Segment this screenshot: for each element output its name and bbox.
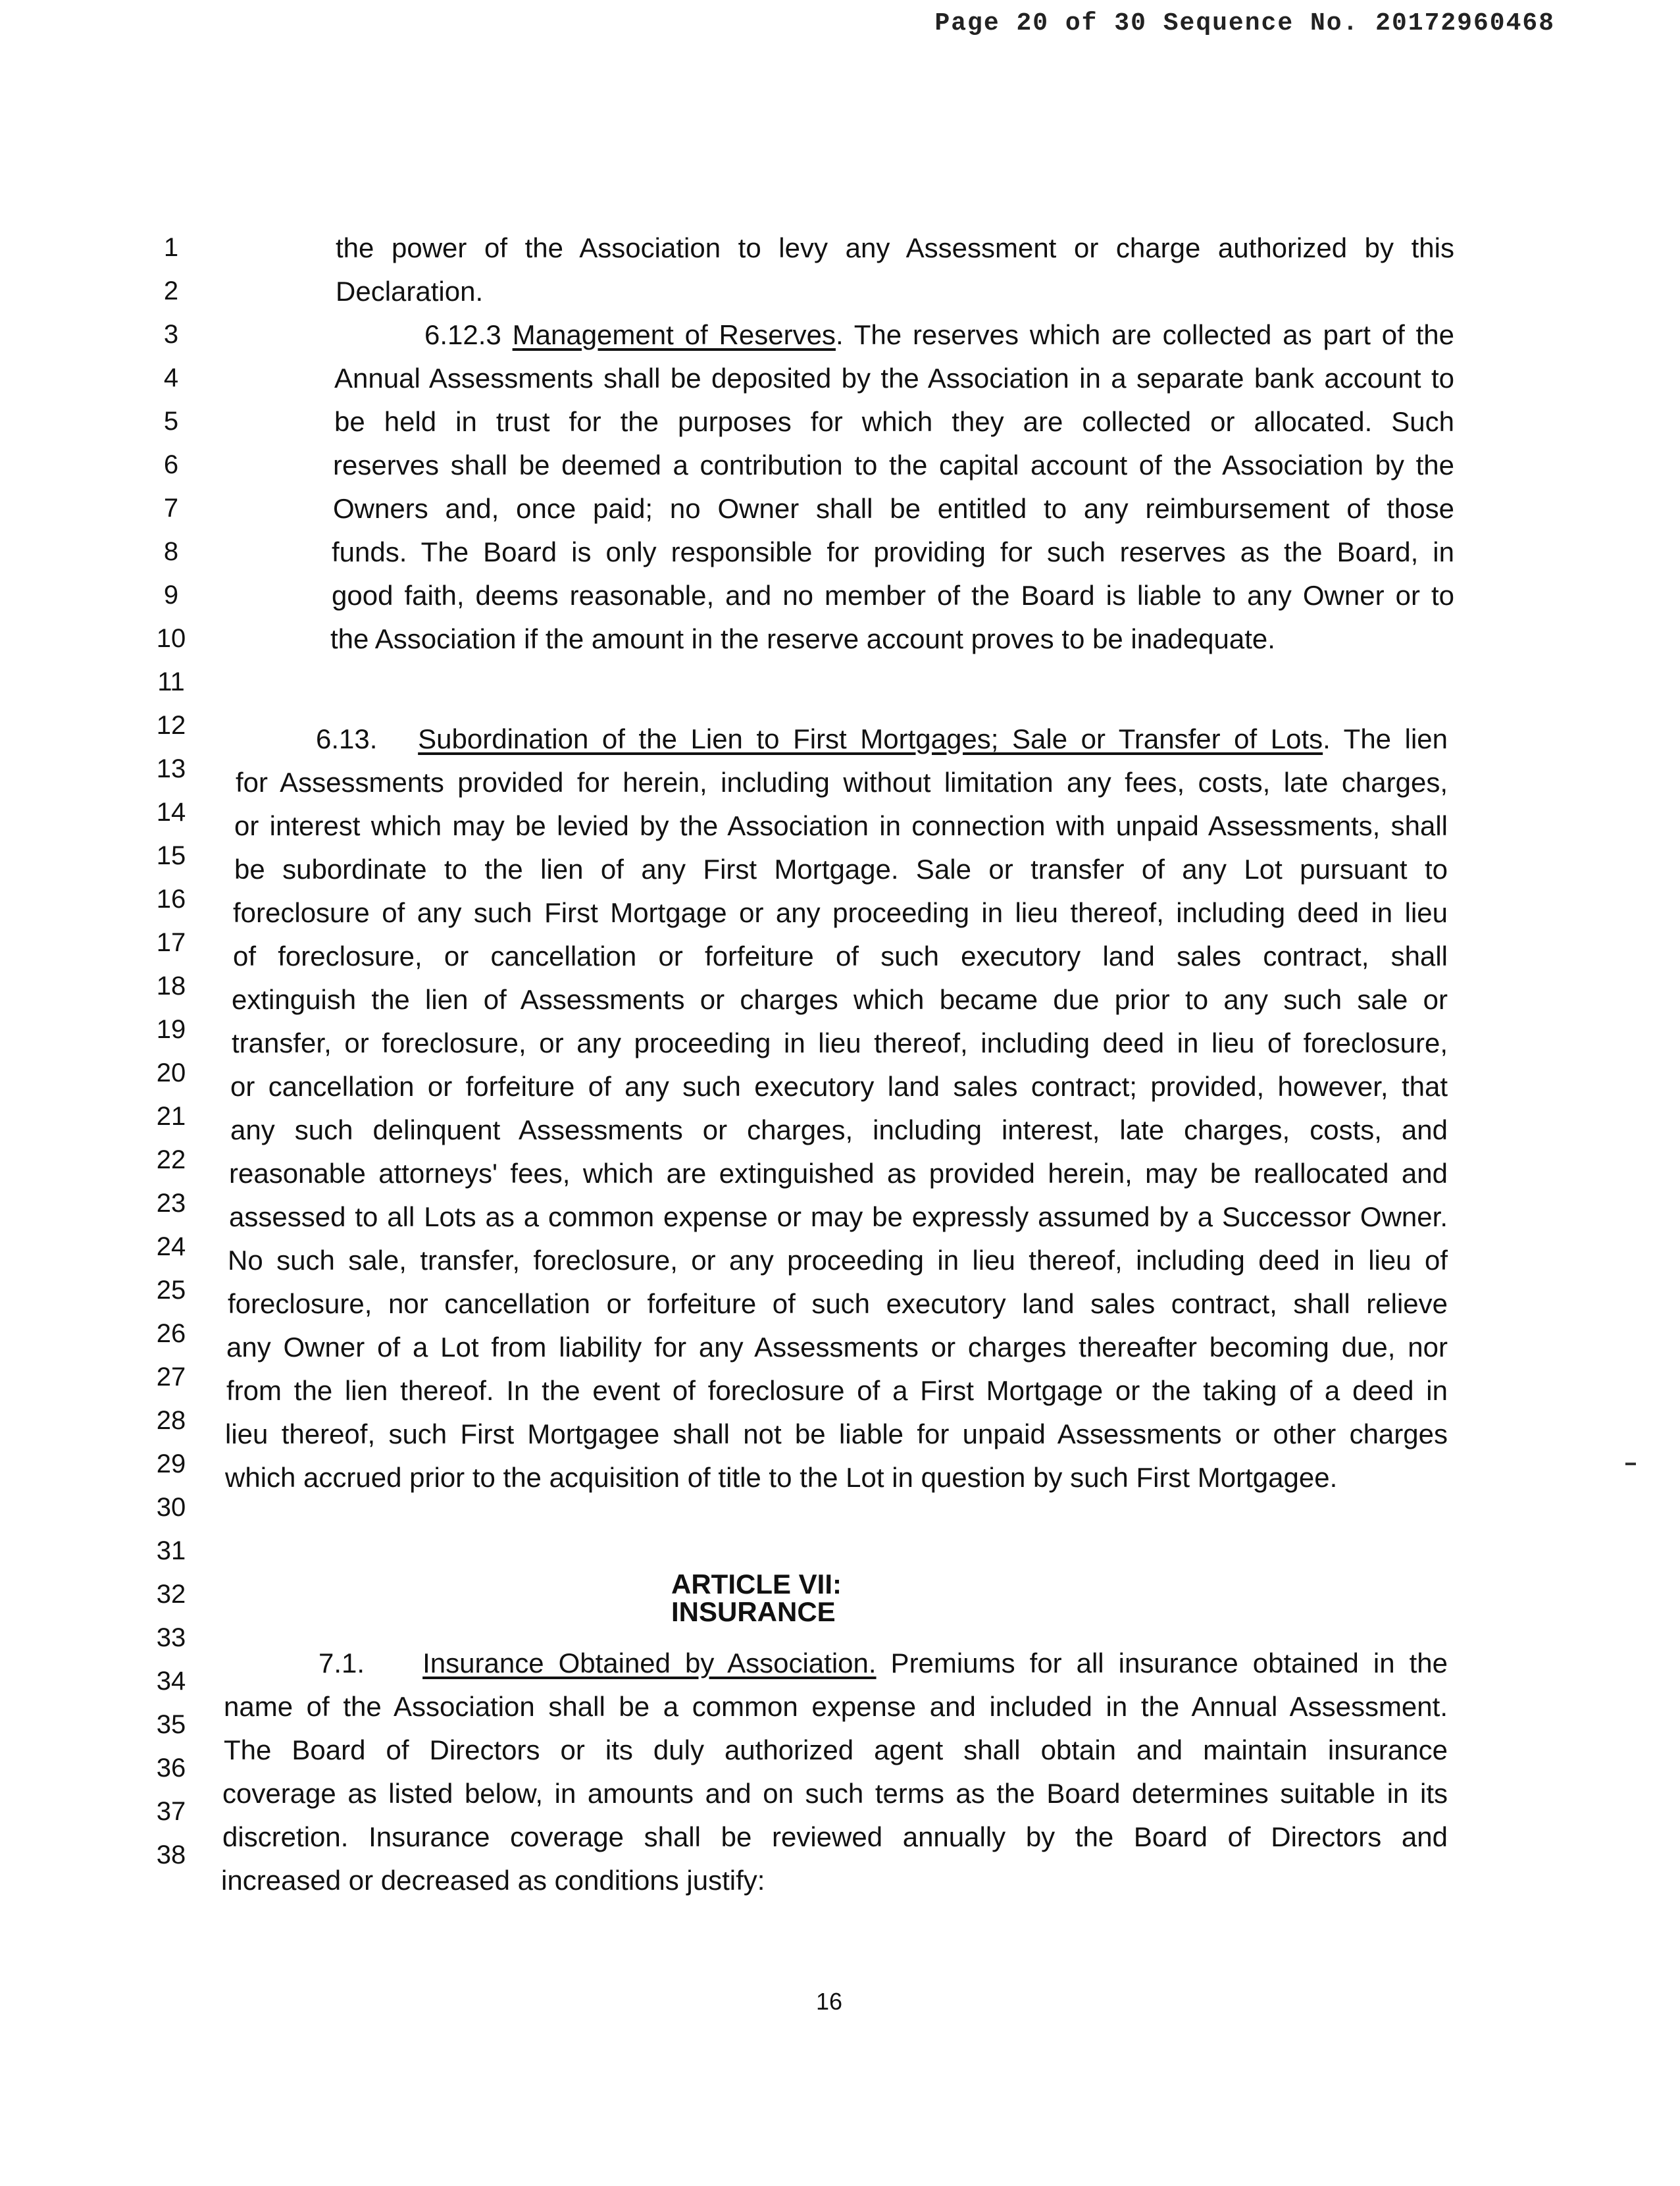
text-line: discretion. Insurance coverage shall be reviewed annually by the Board of Directors and (222, 1821, 1448, 1852)
text-line: which accrued prior to the acquisition of title to the Lot in question by such First Mortgagee. (225, 1462, 1338, 1493)
section-title: Insurance Obtained by Association. (422, 1648, 877, 1679)
line-number: 18 (156, 972, 186, 1001)
line-number: 10 (156, 624, 186, 653)
page-number: 16 (815, 1988, 843, 2015)
line-number: 31 (156, 1536, 186, 1565)
line-number: 12 (156, 711, 186, 740)
line-number: 22 (156, 1145, 186, 1174)
line-number: 24 (156, 1232, 186, 1261)
line-number: 20 (156, 1058, 186, 1087)
text-line: Owners and, once paid; no Owner shall be entitled to any reimbursement of those (333, 493, 1454, 524)
text-line: assessed to all Lots as a common expense or may be expressly assumed by a Successor Owner. (229, 1201, 1448, 1232)
text-line: increased or decreased as conditions justify: (221, 1865, 765, 1896)
text-line: No such sale, transfer, foreclosure, or any proceeding in lieu thereof, including deed in lieu of (228, 1245, 1448, 1276)
text-run: . The reserves which are collected as part of the (835, 319, 1454, 350)
line-number: 36 (156, 1754, 186, 1783)
text-line: or cancellation or forfeiture of any such executory land sales contract; provided, however, that (230, 1071, 1448, 1102)
text-line: transfer, or foreclosure, or any proceeding in lieu thereof, including deed in lieu of foreclosure, (232, 1028, 1448, 1058)
text-line: The Board of Directors or its duly authorized agent shall obtain and maintain insurance (224, 1734, 1448, 1765)
text-line: be held in trust for the purposes for which they are collected or allocated. Such (334, 406, 1454, 437)
line-number: 19 (156, 1015, 186, 1044)
line-number: 2 (163, 276, 179, 305)
section-number: 7.1. (318, 1648, 365, 1679)
line-number: 35 (156, 1710, 186, 1739)
section-heading-line (318, 1650, 1448, 1677)
line-number: 3 (163, 320, 179, 349)
text-line: be subordinate to the lien of any First Mortgage. Sale or transfer of any Lot pursuant to (234, 854, 1448, 885)
text-line: or interest which may be levied by the Association in connection with unpaid Assessments, shall (234, 810, 1448, 841)
line-number: 37 (156, 1797, 186, 1826)
line-number: 34 (156, 1667, 186, 1696)
text-line: from the lien thereof. In the event of foreclosure of a First Mortgage or the taking of a deed in (226, 1375, 1448, 1406)
text-line: coverage as listed below, in amounts and on such terms as the Board determines suitable in its (222, 1778, 1448, 1809)
text-line: of foreclosure, or cancellation or forfeiture of such executory land sales contract, shall (233, 941, 1448, 972)
line-number: 32 (156, 1580, 186, 1609)
line-number: 38 (156, 1840, 186, 1869)
line-number: 16 (156, 885, 186, 914)
line-number: 5 (163, 407, 179, 436)
line-number: 28 (156, 1406, 186, 1435)
text-line: any Owner of a Lot from liability for any Assessments or charges thereafter becoming due, nor (226, 1332, 1448, 1363)
article-heading: ARTICLE VII: INSURANCE (671, 1569, 842, 1627)
line-number: 7 (163, 494, 179, 523)
text-line: foreclosure of any such First Mortgage or any proceeding in lieu thereof, including deed in lieu (233, 897, 1448, 928)
line-number: 8 (163, 537, 179, 566)
line-number: 4 (163, 363, 179, 392)
text-line: reasonable attorneys' fees, which are extinguished as provided herein, may be reallocated and (229, 1158, 1448, 1189)
line-number: 6 (163, 450, 179, 479)
text-line: reserves shall be deemed a contribution to the capital account of the Association by the (333, 450, 1454, 481)
text-line: Declaration. (336, 276, 484, 307)
text-line: the power of the Association to levy any Assessment or charge authorized by this (336, 232, 1454, 263)
text-line: name of the Association shall be a common expense and included in the Annual Assessment. (224, 1691, 1448, 1722)
line-number: 25 (156, 1276, 186, 1305)
line-number: 1 (163, 233, 179, 262)
text-line: the Association if the amount in the reserve account proves to be inadequate. (330, 623, 1275, 654)
section-title: Subordination of the Lien to First Mortgages; Sale or Transfer of Lots (418, 723, 1323, 754)
line-number: 15 (156, 841, 186, 870)
text-run: Premiums for all insurance obtained in the (876, 1648, 1448, 1679)
line-number: 17 (156, 928, 186, 957)
text-line: for Assessments provided for herein, including without limitation any fees, costs, late charges, (236, 767, 1448, 798)
line-number: 23 (156, 1189, 186, 1218)
line-number: 26 (156, 1319, 186, 1348)
text-line: Annual Assessments shall be deposited by the Association in a separate bank account to (334, 363, 1454, 394)
section-number: 6.12.3 (424, 319, 501, 350)
line-number: 11 (157, 667, 185, 696)
line-number: 33 (156, 1623, 186, 1652)
text-line: foreclosure, nor cancellation or forfeiture of such executory land sales contract, shall relieve (228, 1288, 1448, 1319)
section-title: Management of Reserves (512, 319, 836, 350)
text-line: good faith, deems reasonable, and no member of the Board is liable to any Owner or to (332, 580, 1454, 611)
line-number: 21 (156, 1102, 186, 1131)
line-number: 13 (156, 754, 186, 783)
text-line: lieu thereof, such First Mortgagee shall not be liable for unpaid Assessments or other charges (225, 1418, 1448, 1449)
line-number: 29 (156, 1449, 186, 1478)
line-number: 14 (156, 798, 186, 827)
text-run: . The lien (1323, 723, 1448, 754)
page-header-sequence: Page 20 of 30 Sequence No. 20172960468 (934, 9, 1555, 38)
line-number: 27 (156, 1363, 186, 1392)
scan-mark (1625, 1463, 1636, 1465)
line-number: 9 (163, 581, 179, 610)
section-heading-line (316, 725, 1448, 753)
section-number: 6.13. (316, 723, 378, 754)
text-line: funds. The Board is only responsible for providing for such reserves as the Board, in (332, 536, 1454, 567)
line-number: 30 (156, 1493, 186, 1522)
section-heading-line (424, 321, 1454, 349)
text-line: extinguish the lien of Assessments or charges which became due prior to any such sale or (232, 984, 1448, 1015)
text-line: any such delinquent Assessments or charges, including interest, late charges, costs, and (230, 1114, 1448, 1145)
